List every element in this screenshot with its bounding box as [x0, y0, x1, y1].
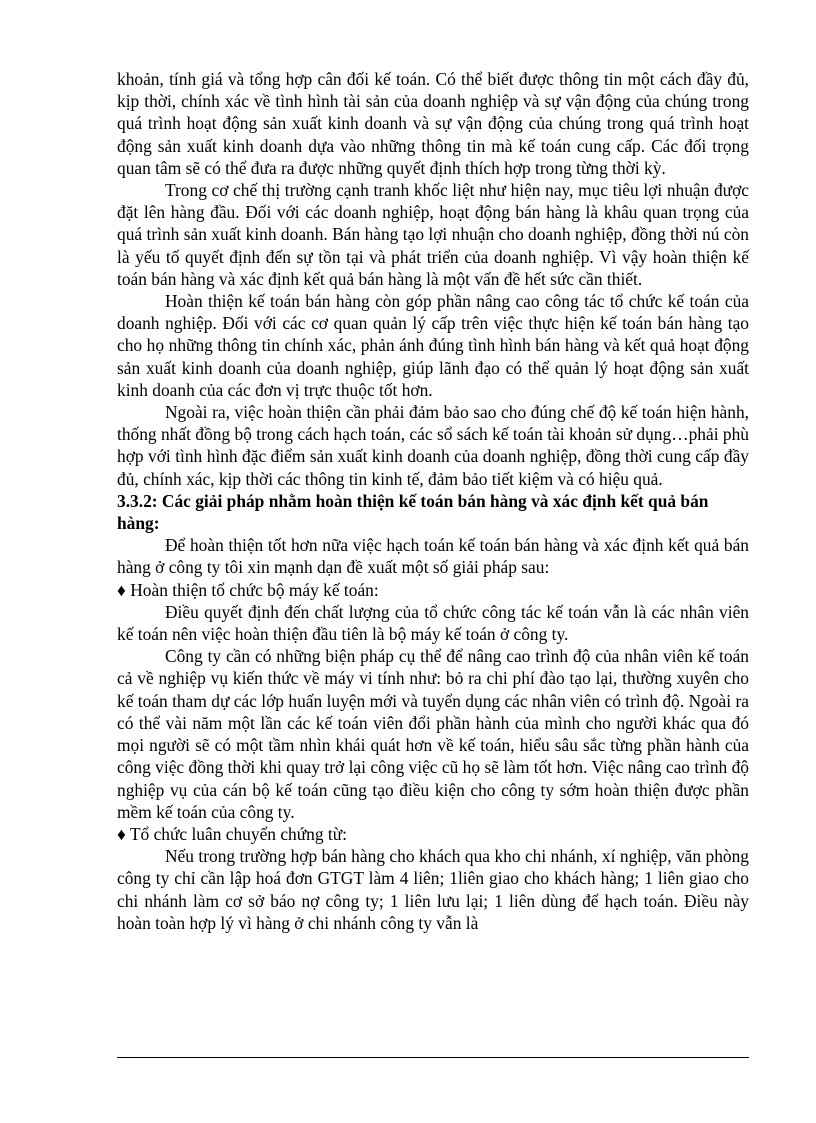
- paragraph-staff-quality: Điều quyết định đến chất lượng của tổ chức công tác kế toán vẫn là các nhân viên kế toán nên việc hoàn thiện đầu tiên là bộ máy kế toán ở công ty.: [117, 601, 749, 645]
- paragraph-training: Công ty cần có những biện pháp cụ thể để nâng cao trình độ của nhân viên kế toán cả về nghiệp vụ kiến thức về máy vi tính như: bỏ ra chi phí đào tạo lại, thường xuyên cho kế toán tham dự các lớp huấn luyện mới và tuyển dụng các nhân viên có trình độ. Ngoài ra có thể vài năm một lần các kế toán viên đổi phần hành của mình cho người khác qua đó mọi người sẽ có một tầm nhìn khái quát hơn về kế toán, hiểu sâu sắc từng phần hành của công việc đồng thời khi quay trở lại công việc cũ họ sẽ làm tốt hơn. Việc nâng cao trình độ nghiệp vụ của cán bộ kế toán cũng tạo điều kiện cho công ty sớm hoàn thiện được phần mềm kế toán của công ty.: [117, 646, 749, 822]
- bullet-item-documents: ♦ Tổ chức luân chuyển chứng từ:: [117, 823, 348, 844]
- paragraph-organization: Hoàn thiện kế toán bán hàng còn góp phần nâng cao công tác tổ chức kế toán của doanh nghiệp. Đối với các cơ quan quản lý cấp trên việc thực hiện kế toán bán hàng tạo cho họ những thông tin chính xác, phản ánh đúng tình hình bán hàng và kết quả hoạt động sản xuất kinh doanh của doanh nghiệp, giúp lãnh đạo có thể quản lý hoạt động sản xuất kinh doanh của các đơn vị trực thuộc tốt hơn.: [117, 291, 749, 400]
- document-page: [117, 68, 749, 934]
- paragraph-invoice: Nếu trong trường hợp bán hàng cho khách qua kho chi nhánh, xí nghiệp, văn phòng công ty chỉ cần lập hoá đơn GTGT làm 4 liên; 1liên giao cho khách hàng; 1 liên giao cho chi nhánh làm cơ sở báo nợ công ty; 1 liên lưu lại; 1 liên dùng để hạch toán. Điều này hoàn toàn hợp lý vì hàng ở chi nhánh công ty vẫn là: [117, 846, 749, 933]
- footer-divider: [117, 1057, 749, 1058]
- section-heading: 3.3.2: Các giải pháp nhằm hoàn thiện kế toán bán hàng và xác định kết quả bán hàng:: [117, 490, 709, 534]
- paragraph-intro-solutions: Để hoàn thiện tốt hơn nữa việc hạch toán kế toán bán hàng và xác định kết quả bán hàng ở công ty tôi xin mạnh dạn đề xuất một số giải pháp sau:: [117, 535, 749, 578]
- bullet-item-apparatus: ♦ Hoàn thiện tổ chức bộ máy kế toán:: [117, 579, 379, 600]
- paragraph-continuation: khoản, tính giá và tổng hợp cân đối kế toán. Có thể biết được thông tin một cách đầy đủ, kịp thời, chính xác về tình hình tài sản của doanh nghiệp và sự vận động của chúng trong quá trình hoạt động sản xuất kinh doanh và sự vận động của chúng trong quá trình hoạt động sản xuất kinh doanh dựa vào những thông tin mà kế toán cung cấp. Các đối trọng quan tâm sẽ có thể đưa ra được những quyết định thích hợp trong từng thời kỳ.: [117, 69, 749, 178]
- paragraph-competition: Trong cơ chế thị trường cạnh tranh khốc liệt như hiện nay, mục tiêu lợi nhuận được đặt lên hàng đầu. Đối với các doanh nghiệp, hoạt động bán hàng là khâu quan trọng của quá trình sản xuất kinh doanh. Bán hàng tạo lợi nhuận cho doanh nghiệp, đồng thời nú còn là yếu tố quyết định đến sự tồn tại và phát triển của doanh nghiệp. Vì vậy hoàn thiện kế toán bán hàng và xác định kết quả bán hàng là một vấn đề hết sức cần thiết.: [117, 180, 749, 289]
- paragraph-additional: Ngoài ra, việc hoàn thiện cần phải đảm bảo sao cho đúng chế độ kế toán hiện hành, thống nhất đồng bộ trong cách hạch toán, các sổ sách kế toán tài khoản sử dụng…phải phù hợp với tình hình đặc điểm sản xuất kinh doanh của doanh nghiệp, đồng thời cung cấp đầy đủ, chính xác, kịp thời các thông tin kinh tế, đảm bảo tiết kiệm và có hiệu quả.: [117, 402, 749, 489]
